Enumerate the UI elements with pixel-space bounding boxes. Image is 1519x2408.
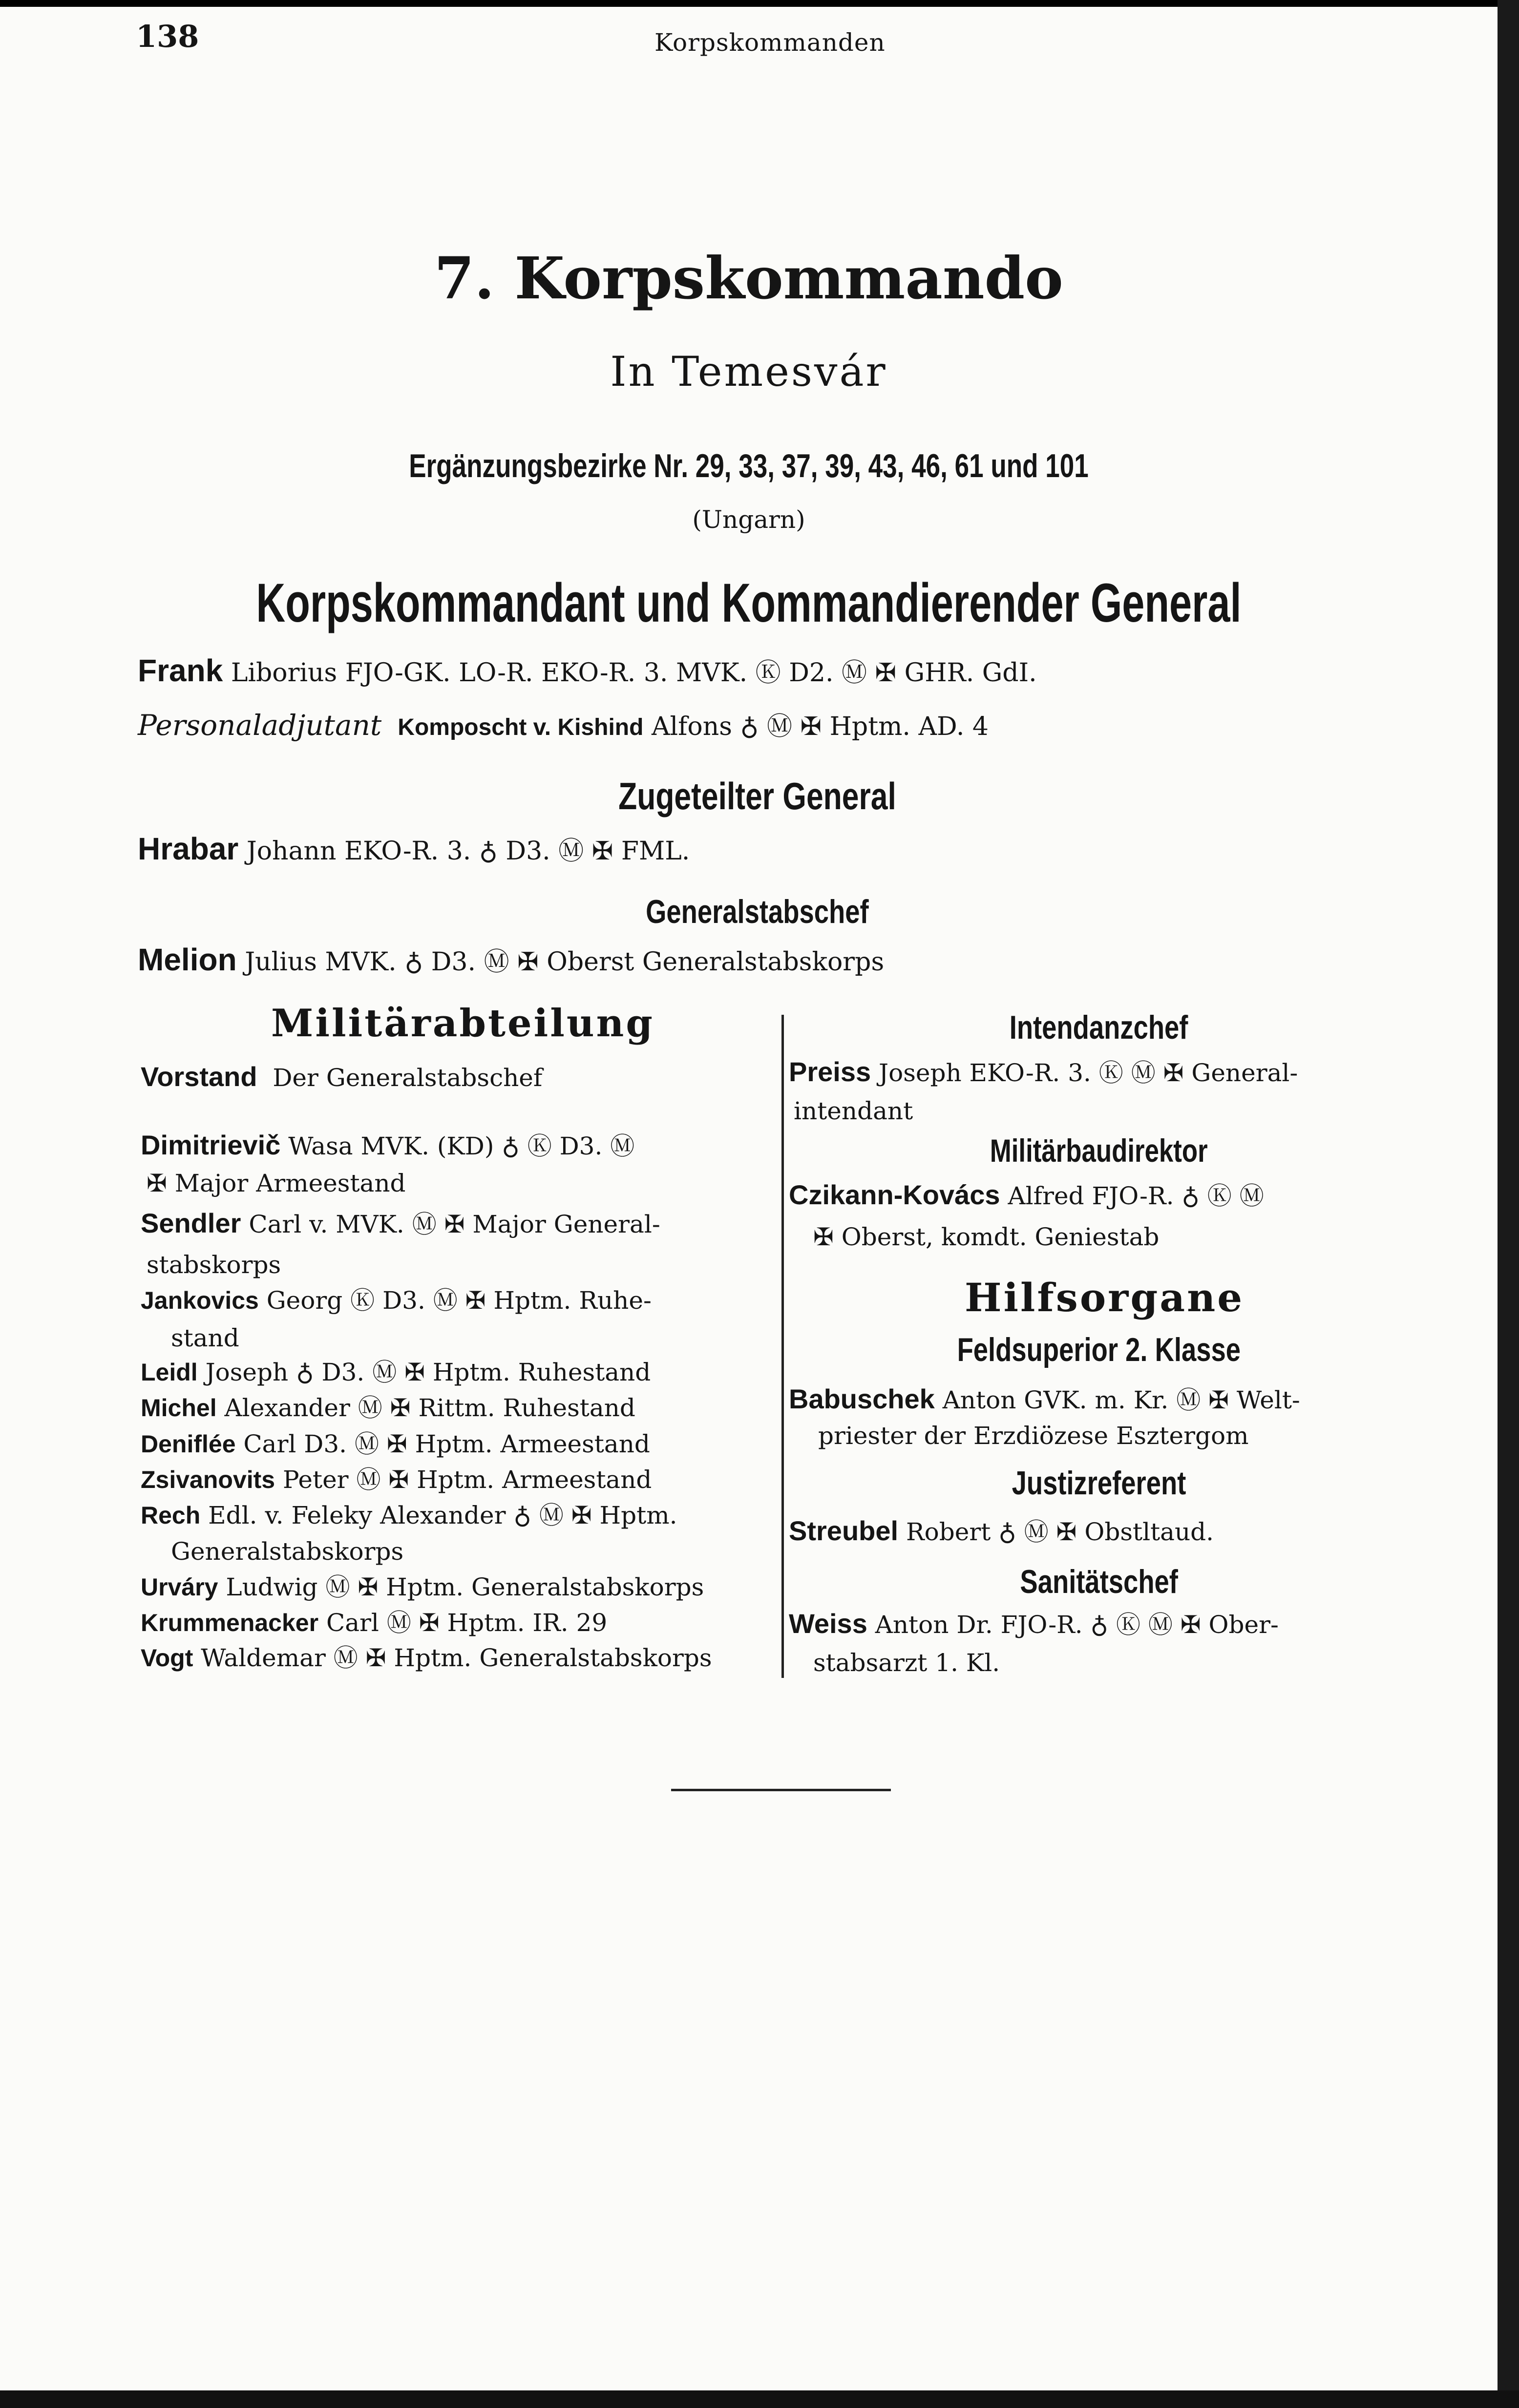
feldsuperior-entry	[789, 1382, 1300, 1417]
chief-of-staff-heading-text: Generalstabschef	[645, 893, 869, 930]
justiz-entry	[789, 1514, 1214, 1549]
list-item	[141, 1606, 607, 1640]
entry-name: Dimitrievič	[141, 1130, 281, 1160]
adjutant-line	[138, 706, 989, 742]
commander-name: Frank	[138, 653, 223, 688]
list-item	[141, 1427, 650, 1461]
commander-line	[138, 652, 1037, 689]
hilfsorgane-heading: Hilfsorgane	[965, 1275, 1245, 1320]
list-item-continuation: ✠ Major Armeestand	[147, 1169, 406, 1197]
entry-name: Krummenacker	[141, 1609, 319, 1636]
list-item-continuation: stand	[171, 1324, 239, 1352]
entry-name: Weiss	[789, 1608, 867, 1639]
entry-name: Urváry	[141, 1573, 218, 1601]
entry-name: Vogt	[141, 1644, 193, 1672]
entry-name: Rech	[141, 1502, 201, 1529]
intendanz-heading-text: Intendanzchef	[1010, 1009, 1188, 1046]
adjutant-details: Alfons ♁ Ⓜ ✠ Hptm. AD. 4	[651, 712, 989, 741]
list-item	[141, 1060, 542, 1095]
list-item	[141, 1463, 652, 1497]
entry-name: Deniflée	[141, 1430, 236, 1458]
bau-heading-text: Militärbaudirektor	[990, 1132, 1208, 1169]
list-item-continuation: stabsarzt 1. Kl.	[813, 1649, 1000, 1677]
entry-details: Carl Ⓜ ✠ Hptm. IR. 29	[326, 1609, 608, 1637]
list-item	[141, 1283, 652, 1318]
list-item-continuation: ✠ Oberst, komdt. Geniestab	[813, 1223, 1160, 1251]
entry-details: Peter Ⓜ ✠ Hptm. Armeestand	[283, 1466, 652, 1494]
assigned-general-name: Hrabar	[138, 831, 239, 866]
adjutant-role: Personaladjutant	[138, 709, 382, 742]
entry-details: Anton Dr. FJO-R. ♁ Ⓚ Ⓜ ✠ Ober-	[875, 1611, 1279, 1639]
intendanz-heading	[879, 1008, 1319, 1047]
list-item-continuation: intendant	[794, 1097, 913, 1125]
chief-of-staff-details: Julius MVK. ♁ D3. Ⓜ ✠ Oberst Generalstabskorps	[245, 947, 885, 977]
assigned-general-line	[138, 830, 690, 867]
assigned-general-heading-text: Zugeteilter General	[618, 775, 896, 817]
entry-name: Czikann-Kovács	[789, 1179, 1000, 1210]
erganzung-text: Ergänzungsbezirke Nr. 29, 33, 37, 39, 43, 46, 61 und 101	[409, 447, 1089, 484]
list-item	[141, 1355, 651, 1389]
closing-rule	[671, 1789, 891, 1791]
entry-details: Waldemar Ⓜ ✠ Hptm. Generalstabskorps	[201, 1644, 712, 1672]
entry-name: Jankovics	[141, 1287, 259, 1314]
assigned-general-details: Johann EKO-R. 3. ♁ D3. Ⓜ ✠ FML.	[246, 837, 690, 866]
list-item	[141, 1206, 660, 1241]
entry-name: Babuschek	[789, 1383, 935, 1414]
list-item-continuation: priester der Erzdiözese Esztergom	[818, 1422, 1249, 1450]
justiz-heading	[879, 1464, 1319, 1503]
entry-name: Preiss	[789, 1056, 871, 1087]
entry-name: Vorstand	[141, 1061, 257, 1092]
entry-details: Carl v. MVK. Ⓜ ✠ Major General-	[249, 1210, 660, 1238]
list-item	[141, 1391, 635, 1425]
sanitat-heading	[879, 1563, 1319, 1601]
top-edge	[0, 0, 1498, 7]
entry-details: Alexander Ⓜ ✠ Rittm. Ruhestand	[224, 1394, 635, 1422]
entry-details: Georg Ⓚ D3. Ⓜ ✠ Hptm. Ruhe-	[266, 1286, 652, 1315]
bau-entry	[789, 1178, 1264, 1213]
bau-heading	[879, 1132, 1319, 1170]
location: In Temesvár	[610, 348, 887, 396]
entry-name: Sendler	[141, 1208, 241, 1238]
entry-details: Der Generalstabschef	[273, 1064, 543, 1092]
entry-details: Joseph EKO-R. 3. Ⓚ Ⓜ ✠ General-	[879, 1059, 1298, 1087]
chief-of-staff-name: Melion	[138, 942, 237, 977]
scan-edge-bottom	[0, 2390, 1519, 2408]
chief-of-staff-heading	[562, 893, 952, 931]
list-item	[141, 1128, 634, 1163]
commander-details: Liborius FJO-GK. LO-R. EKO-R. 3. MVK. Ⓚ D2. Ⓜ ✠ GHR. GdI.	[231, 658, 1037, 688]
adjutant-name: Komposcht v. Kishind	[398, 714, 644, 740]
assigned-general-heading	[488, 774, 1026, 818]
feldsuperior-heading-text: Feldsuperior 2. Klasse	[957, 1331, 1241, 1368]
commander-heading-text: Korpskommandant und Kommandierender General	[256, 572, 1242, 633]
running-head: Korpskommanden	[654, 28, 886, 57]
region: (Ungarn)	[692, 505, 805, 534]
erganzung-line	[0, 447, 1498, 485]
entry-details: Robert ♁ Ⓜ ✠ Obstltaud.	[906, 1518, 1214, 1546]
entry-details: Edl. v. Feleky Alexander ♁ Ⓜ ✠ Hptm.	[208, 1501, 677, 1529]
entry-name: Streubel	[789, 1515, 899, 1546]
entry-details: Alfred FJO-R. ♁ Ⓚ Ⓜ	[1008, 1182, 1264, 1210]
commander-heading	[0, 571, 1498, 635]
list-item	[141, 1498, 677, 1532]
intendanz-entry	[789, 1055, 1298, 1090]
entry-details: Ludwig Ⓜ ✠ Hptm. Generalstabskorps	[226, 1573, 704, 1601]
entry-details: Wasa MVK. (KD) ♁ Ⓚ D3. Ⓜ	[288, 1132, 635, 1160]
scan-edge-right	[1498, 0, 1519, 2408]
sanitat-heading-text: Sanitätschef	[1020, 1563, 1178, 1600]
list-item	[141, 1570, 704, 1604]
entry-name: Michel	[141, 1394, 217, 1422]
list-item-continuation: stabskorps	[147, 1251, 281, 1279]
page-number: 138	[136, 19, 199, 54]
entry-name: Zsivanovits	[141, 1466, 275, 1493]
chief-of-staff-line	[138, 941, 884, 978]
entry-details: Carl D3. Ⓜ ✠ Hptm. Armeestand	[243, 1430, 650, 1458]
entry-details: Joseph ♁ D3. Ⓜ ✠ Hptm. Ruhestand	[205, 1358, 651, 1386]
military-section-heading: Militärabteilung	[271, 1001, 654, 1046]
entry-name: Leidl	[141, 1359, 198, 1386]
feldsuperior-heading	[879, 1331, 1319, 1369]
sanitat-entry	[789, 1607, 1279, 1642]
column-divider	[781, 1015, 784, 1678]
list-item	[141, 1641, 712, 1675]
list-item-continuation: Generalstabskorps	[171, 1537, 404, 1566]
justiz-heading-text: Justizreferent	[1012, 1465, 1186, 1502]
entry-details: Anton GVK. m. Kr. Ⓜ ✠ Welt-	[942, 1386, 1300, 1414]
page-title: 7. Korpskommando	[434, 244, 1063, 312]
